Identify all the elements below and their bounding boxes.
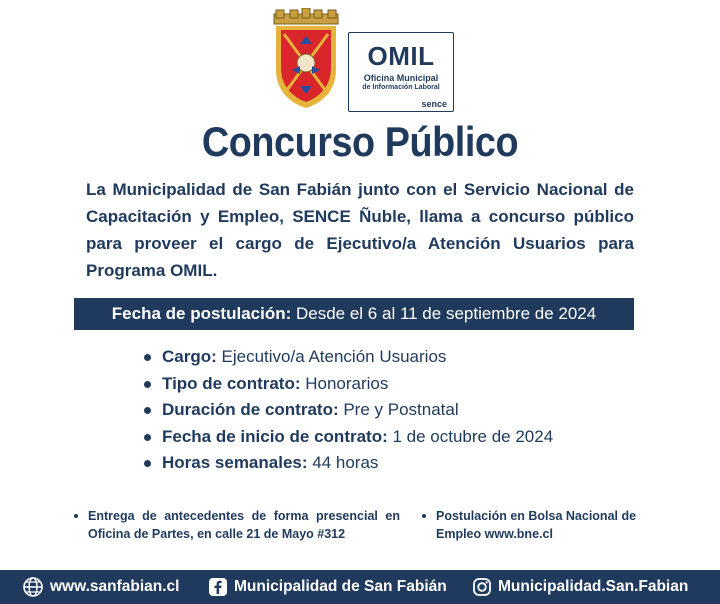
instagram-icon (472, 577, 492, 597)
application-date-bar (74, 298, 634, 330)
application-date-value: Desde el 6 al 11 de septiembre de 2024 (291, 304, 597, 323)
detail-value: 1 de octubre de 2024 (387, 426, 554, 446)
detail-label: Tipo de contrato: (162, 373, 301, 393)
application-date-label: Fecha de postulación: (111, 304, 292, 323)
detail-fecha-inicio (142, 424, 553, 451)
detail-value: 44 horas (307, 453, 379, 472)
detail-label: Cargo: (162, 347, 217, 366)
detail-value: Honorarios (300, 373, 389, 393)
footer-facebook-text: Municipalidad de San Fabián (234, 578, 447, 595)
detail-value: Pre y Postnatal (338, 400, 459, 419)
footer-website-text: www.sanfabian.cl (50, 578, 180, 595)
footer-instagram[interactable] (472, 570, 688, 604)
sence-logo: sence (421, 99, 447, 109)
note-delivery: Entrega de antecedentes de forma presencial en Oficina de Partes, en calle 21 de Mayo #312 (88, 509, 400, 541)
detail-horas-semanales (142, 450, 553, 477)
intro-paragraph: La Municipalidad de San Fabián junto con el Servicio Nacional de Capacitación y Empleo, SENCE Ñuble, llama a concurso público para proveer el cargo de Ejecutivo/a Atención Usuarios para Programa OMIL. (86, 180, 634, 280)
header-logos (270, 8, 460, 108)
job-details-list (142, 344, 553, 477)
omil-logo-line2: de Información Laboral (362, 84, 440, 91)
omil-logo (348, 32, 454, 112)
note-bne: Postulación en Bolsa Nacional de Empleo www.bne.cl (436, 507, 676, 543)
footer-bar (0, 570, 720, 604)
page-title: Concurso Público (201, 118, 519, 165)
detail-value: Ejecutivo/a Atención Usuarios (216, 347, 447, 366)
footer-instagram-text: Municipalidad.San.Fabian (498, 578, 689, 595)
detail-label: Duración de contrato: (162, 400, 339, 419)
footer-facebook[interactable] (208, 570, 447, 604)
footer-website[interactable] (22, 570, 180, 604)
detail-cargo (142, 344, 553, 371)
detail-tipo-contrato (142, 371, 553, 398)
detail-label: Horas semanales: (162, 453, 308, 472)
globe-icon (22, 576, 44, 598)
municipal-crest-logo (270, 8, 342, 108)
omil-logo-line1: Oficina Municipal (363, 73, 439, 83)
omil-logo-title: OMIL (367, 41, 435, 71)
detail-duracion-contrato (142, 397, 553, 424)
facebook-icon (208, 577, 228, 597)
detail-label: Fecha de inicio de contrato: (162, 426, 388, 446)
